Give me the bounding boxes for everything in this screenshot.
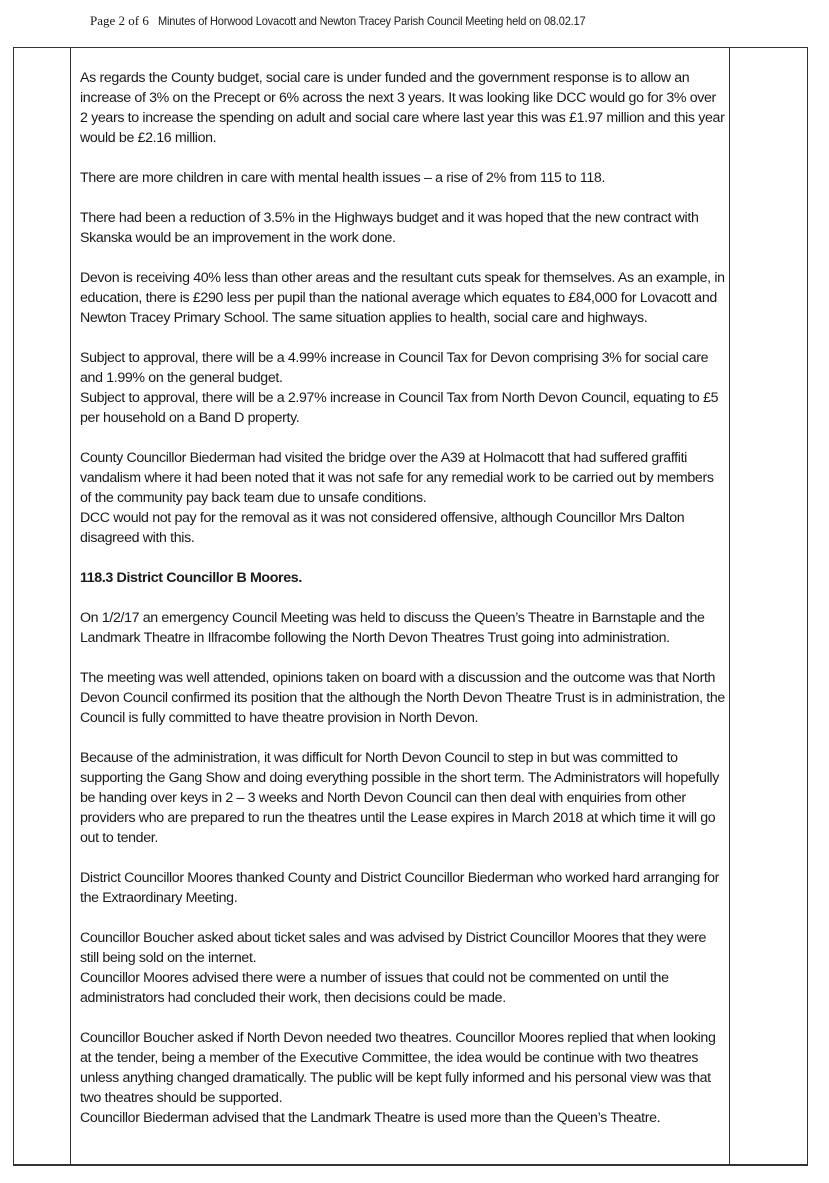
paragraph-devon-funding: Devon is receiving 40% less than other areas and the resultant cuts speak for themselves. As an example, in education, there is £290 less per pupil than the national average which equates to £84,000 for Lovacott and Newton Tracey Primary School. The same situation applies to health, social care and highways. <box>80 270 725 326</box>
paragraph-landmark-usage: Councillor Biederman advised that the Landmark Theatre is used more than the Queen’s Theatre. <box>80 1110 661 1126</box>
action-column <box>729 48 807 1164</box>
document-title: Minutes of Horwood Lovacott and Newton Tracey Parish Council Meeting held on 08.02.17 <box>158 14 586 28</box>
paragraph-devon-council-tax: Subject to approval, there will be a 4.99% increase in Council Tax for Devon comprising 3% for social care and 1.99% on the general budget. <box>80 350 709 386</box>
paragraph-dcc-removal: DCC would not pay for the removal as it was not considered offensive, although Councillor Mrs Dalton disagreed with this. <box>80 510 685 546</box>
paragraph-emergency-meeting: On 1/2/17 an emergency Council Meeting was held to discuss the Queen’s Theatre in Barnstaple and the Landmark Theatre in Ilfracombe following the North Devon Theatres Trust going into administration. <box>80 610 705 646</box>
minutes-table <box>13 47 808 1166</box>
paragraph-thanks: District Councillor Moores thanked County and District Councillor Biederman who worked hard arranging for the Extraordinary Meeting. <box>80 870 720 906</box>
page-number: Page 2 of 6 <box>90 13 149 28</box>
page-header <box>90 13 623 29</box>
paragraph-two-theatres: Councillor Boucher asked if North Devon needed two theatres. Councillor Moores replied that when looking at the tender, being a member of the Executive Committee, the idea would be continue with two theatres unless anything changed dramatically. The public will be kept fully informed and his personal view was that two theatres should be supported. <box>80 1030 716 1106</box>
paragraph-ticket-sales: Councillor Boucher asked about ticket sales and was advised by District Councillor Moores that they were still being sold on the internet. <box>80 930 707 966</box>
paragraph-bridge-graffiti: County Councillor Biederman had visited the bridge over the A39 at Holmacott that had suffered graffiti vandalism where it had been noted that it was not safe for any remedial work to be carried out by members of the community pay back team due to unsafe conditions. <box>80 450 714 506</box>
item-number-column <box>14 48 71 1164</box>
paragraph-county-budget: As regards the County budget, social care is under funded and the government response is to allow an increase of 3% on the Precept or 6% across the next 3 years. It was looking like DCC would go for 3% over 2 years to increase the spending on adult and social care where last year this was £1.97 million and this year would be £2.16 million. <box>80 70 725 146</box>
paragraph-children-care: There are more children in care with mental health issues – a rise of 2% from 115 to 118. <box>80 170 606 186</box>
paragraph-highways: There had been a reduction of 3.5% in the Highways budget and it was hoped that the new contract with Skanska would be an improvement in the work done. <box>80 210 699 246</box>
minutes-content <box>80 68 725 1128</box>
paragraph-issues: Councillor Moores advised there were a number of issues that could not be commented on until the administrators had concluded their work, then decisions could be made. <box>80 970 669 1006</box>
paragraph-north-devon-council-tax: Subject to approval, there will be a 2.97% increase in Council Tax from North Devon Council, equating to £5 per household on a Band D property. <box>80 390 719 426</box>
section-heading: 118.3 District Councillor B Moores. <box>80 570 302 586</box>
paragraph-administration: Because of the administration, it was difficult for North Devon Council to step in but was committed to supporting the Gang Show and doing everything possible in the short term. The Administrators will hopefully be handing over keys in 2 – 3 weeks and North Devon Council can then deal with enquiries from other providers who are prepared to run the theatres until the Lease expires in March 2018 at which time it will go out to tender. <box>80 750 719 846</box>
paragraph-meeting-outcome: The meeting was well attended, opinions taken on board with a discussion and the outcome was that North Devon Council confirmed its position that the although the North Devon Theatre Trust is in administration, the Council is fully committed to have theatre provision in North Devon. <box>80 670 725 726</box>
